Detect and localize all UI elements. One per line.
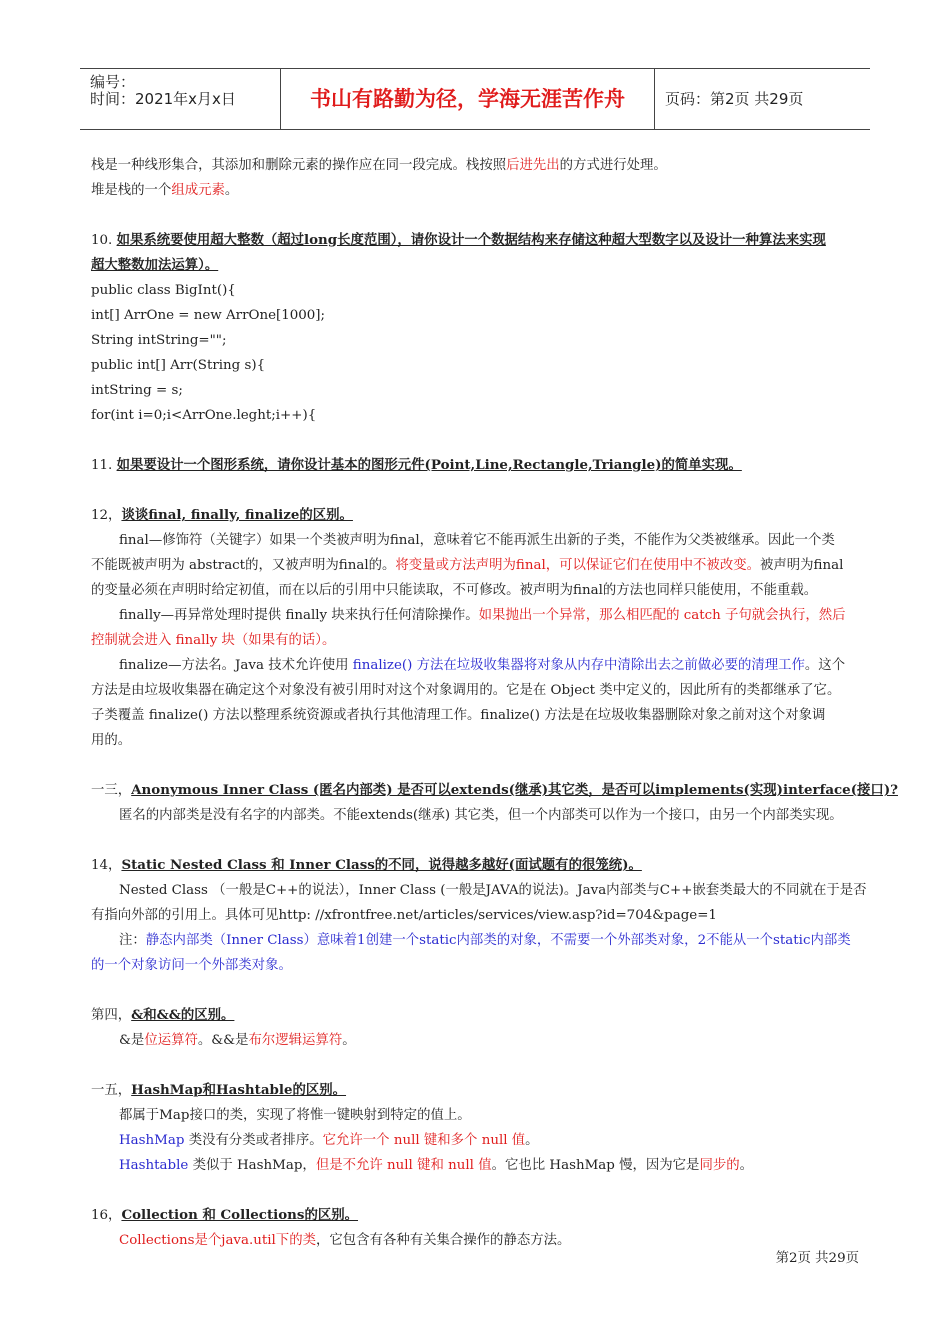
question-14: 14，Static Nested Class 和 Inner Class的不同，说得越多越好(面试题有的很笼统)。 — [91, 857, 642, 873]
answer-14: Nested Class （一般是C++的说法），Inner Class (一般是JAVA的说法)。Java内部类与C++嵌套类最大的不同就在于是否 — [119, 883, 867, 898]
finally-paragraph: finally—再异常处理时提供 finally 块来执行任何清除操作。如果抛出一个异常，那么相匹配的 catch 子句就会执行，然后 — [119, 608, 846, 623]
question-17: 16，Collection 和 Collections的区别。 — [91, 1207, 359, 1223]
code-line: String intString=""; — [91, 333, 227, 348]
answer-14-note: 的一个对象访问一个外部类对象。 — [91, 958, 292, 973]
code-line: intString = s; — [91, 383, 183, 398]
page-header — [80, 68, 870, 130]
header-info-cell — [80, 69, 281, 129]
question-11: 11. 如果要设计一个图形系统，请你设计基本的图形元件(Point,Line,Rectangle,Triangle)的简单实现。 — [91, 457, 742, 473]
finalize-paragraph: 方法是由垃圾收集器在确定这个对象没有被引用时对这个对象调用的。它是在 Object 类中定义的，因此所有的类都继承了它。 — [91, 683, 841, 698]
page-footer: 第2页 共29页 — [775, 1251, 859, 1266]
finalize-paragraph: 子类覆盖 finalize() 方法以整理系统资源或者执行其他清理工作。finalize() 方法是在垃圾收集器删除对象之前对这个对象调 — [91, 708, 826, 723]
question-10: 10. 如果系统要使用超大整数（超过long长度范围），请你设计一个数据结构来存储这种超大型数字以及设计一种算法来实现 — [91, 232, 826, 248]
code-line: public int[] Arr(String s){ — [91, 358, 266, 373]
final-paragraph: 不能既被声明为 abstract的，又被声明为final的。将变量或方法声明为final，可以保证它们在使用中不被改变。被声明为final — [91, 558, 844, 573]
highlight-lifo: 后进先出 — [506, 158, 560, 173]
header-motto: 书山有路勤为径，学海无涯苦作舟 — [281, 69, 655, 129]
final-paragraph: 的变量必须在声明时给定初值，而在以后的引用中只能读取，不可修改。被声明为final的方法也同样只能使用，不能重载。 — [91, 583, 818, 598]
paragraph-stack: 栈是一种线形集合，其添加和删除元素的操作应在同一段完成。栈按照后进先出的方式进行处理。 — [91, 158, 667, 173]
number-label: 编号： — [90, 73, 136, 91]
finally-paragraph: 控制就会进入 finally 块（如果有的话）。 — [91, 633, 336, 648]
paragraph-heap: 堆是栈的一个组成元素。 — [91, 183, 239, 198]
header-page-code: 页码：第2页 共29页 — [665, 90, 804, 108]
code-line: public class BigInt(){ — [91, 283, 236, 298]
final-paragraph: final—修饰符（关键字）如果一个类被声明为final，意味着它不能再派生出新的子类，不能作为父类被继承。因此一个类 — [119, 533, 835, 548]
answer-16-hashtable: Hashtable 类似于 HashMap，但是不允许 null 键和 null 值。它也比 HashMap 慢，因为它是同步的。 — [119, 1158, 753, 1173]
question-16: 一五，HashMap和Hashtable的区别。 — [91, 1082, 347, 1098]
answer-14: 有指向外部的引用上。具体可见http: //xfrontfree.net/articles/services/view.asp?id=704&page=1 — [91, 908, 717, 923]
finalize-paragraph: finalize—方法名。Java 技术允许使用 finalize() 方法在垃圾收集器将对象从内存中清除出去之前做必要的清理工作。这个 — [119, 658, 846, 673]
document-body — [91, 153, 898, 1253]
code-line: int[] ArrOne = new ArrOne[1000]; — [91, 308, 326, 323]
time-label: 时间：2021年x月x日 — [90, 90, 236, 108]
question-12: 12，谈谈final, finally, finalize的区别。 — [91, 507, 353, 523]
question-10-cont: 超大整数加法运算）。 — [91, 257, 219, 273]
answer-16: 都属于Map接口的类，实现了将惟一键映射到特定的值上。 — [119, 1108, 471, 1123]
question-15: 第四，&和&&的区别。 — [91, 1007, 235, 1023]
answer-15: &是位运算符。&&是布尔逻辑运算符。 — [119, 1033, 356, 1048]
answer-13: 匿名的内部类是没有名字的内部类。不能extends(继承) 其它类，但一个内部类可以作为一个接口，由另一个内部类实现。 — [119, 808, 843, 823]
highlight-component: 组成元素 — [171, 183, 225, 198]
answer-17: Collections是个java.util下的类，它包含有各种有关集合操作的静态方法。 — [119, 1233, 571, 1248]
question-13: 一三，Anonymous Inner Class (匿名内部类) 是否可以extends(继承)其它类，是否可以implements(实现)interface(接口)? — [91, 782, 898, 798]
answer-16-hashmap: HashMap 类没有分类或者排序。它允许一个 null 键和多个 null 值。 — [119, 1133, 539, 1148]
finalize-paragraph: 用的。 — [91, 733, 132, 748]
code-line: for(int i=0;i<ArrOne.leght;i++){ — [91, 408, 317, 423]
answer-14-note: 注：静态内部类（Inner Class）意味着1创建一个static内部类的对象，不需要一个外部类对象，2不能从一个static内部类 — [119, 933, 851, 948]
